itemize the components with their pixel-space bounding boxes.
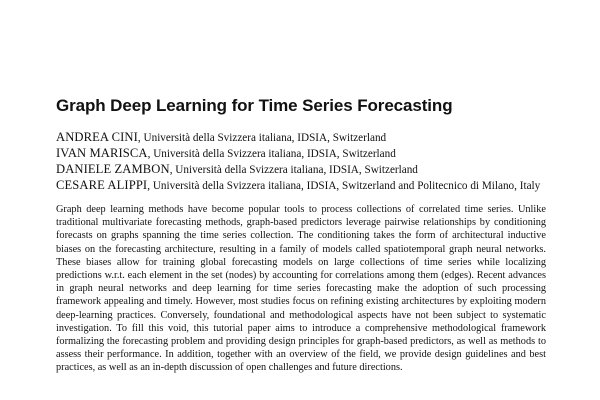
author-affiliation: , Università della Svizzera italiana, IDSIA, Switzerland — [169, 164, 418, 176]
author-name: DANIELE ZAMBON — [56, 162, 170, 176]
author-name: IVAN MARISCA — [56, 146, 148, 160]
author-entry — [56, 130, 546, 146]
author-entry — [56, 146, 546, 162]
paper-header — [56, 96, 546, 375]
abstract-text: Graph deep learning methods have become popular tools to process collections of correlated time series. Unlike traditional multivariate forecasting methods, graph-based predictors leverage pairwise relationships by conditioning forecasts on graphs spanning the time series collection. The conditioning takes the form of architectural inductive biases on the forecasting architecture, resulting in a family of models called spatiotemporal graph neural networks. These biases allow for training global forecasting models on large collections of time series while localizing predictions w.r.t. each element in the set (nodes) by accounting for correlations among them (edges). Recent advances in graph neural networks and deep learning for time series forecasting make the adoption of such processing framework appealing and timely. However, most studies focus on refining existing architectures by exploiting modern deep-learning practices. Conversely, foundational and methodological aspects have not been subject to systematic investigation. To fill this void, this tutorial paper aims to introduce a comprehensive methodological framework formalizing the forecasting problem and providing design principles for graph-based predictors, as well as methods to assess their performance. In addition, together with an overview of the field, we provide design guidelines and best practices, as well as an in-depth discussion of open challenges and future directions. — [56, 204, 546, 374]
author-entry — [56, 178, 546, 194]
author-list — [56, 130, 546, 194]
paper-title: Graph Deep Learning for Time Series Forecasting — [56, 96, 453, 115]
author-name: ANDREA CINI — [56, 130, 138, 144]
author-affiliation: , Università della Svizzera italiana, IDSIA, Switzerland — [147, 148, 396, 160]
author-affiliation: , Università della Svizzera italiana, IDSIA, Switzerland — [137, 132, 387, 144]
author-affiliation: , Università della Svizzera italiana, IDSIA, Switzerland and Politecnico di Milano, Italy — [147, 180, 541, 192]
author-name: CESARE ALIPPI — [56, 178, 148, 192]
author-entry — [56, 162, 546, 178]
